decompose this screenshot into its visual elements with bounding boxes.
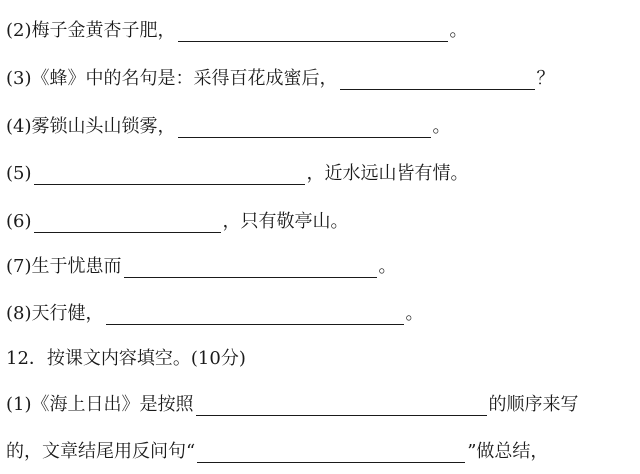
fill-blank-line-4 [6,108,451,138]
answer-blank[interactable] [196,399,487,416]
line-prefix: (5) [6,163,32,184]
fill-blank-line-2 [6,12,468,42]
line-suffix: ”做总结， [467,441,549,462]
question-title: 12．按课文内容填空。(10分) [6,348,246,369]
question-12-title [6,340,246,370]
line-suffix: 的顺序来写 [488,394,579,415]
question-12-line-1 [6,386,579,416]
line-suffix: ，近水远山皆有情。 [306,163,469,184]
line-prefix: (2)梅子金黄杏子肥， [6,20,176,41]
fill-blank-line-8 [6,295,424,325]
line-prefix: (1)《海上日出》是按照 [6,394,194,415]
line-prefix: 的，文章结尾用反问句“ [6,441,196,462]
fill-blank-line-7 [6,248,397,278]
question-12-line-2 [6,433,548,463]
fill-blank-line-6 [6,203,349,233]
line-prefix: (6) [6,211,32,232]
answer-blank[interactable] [178,25,448,42]
line-prefix: (7)生于忧患而 [6,256,122,277]
answer-blank[interactable] [34,168,305,185]
answer-blank[interactable] [178,121,431,138]
fill-blank-line-3 [6,60,555,90]
answer-blank[interactable] [34,216,221,233]
fill-blank-line-5 [6,155,469,185]
answer-blank[interactable] [197,446,465,463]
answer-blank[interactable] [340,73,535,90]
line-suffix: 。 [432,116,451,137]
line-suffix: ？ [536,68,555,89]
answer-blank[interactable] [124,261,377,278]
line-prefix: (8)天行健， [6,303,104,324]
answer-blank[interactable] [106,308,404,325]
line-suffix: ，只有敬亭山。 [222,211,349,232]
line-suffix: 。 [449,20,468,41]
line-prefix: (4)雾锁山头山锁雾， [6,116,176,137]
line-prefix: (3)《蜂》中的名句是：采得百花成蜜后， [6,68,338,89]
line-suffix: 。 [405,303,424,324]
line-suffix: 。 [378,256,397,277]
